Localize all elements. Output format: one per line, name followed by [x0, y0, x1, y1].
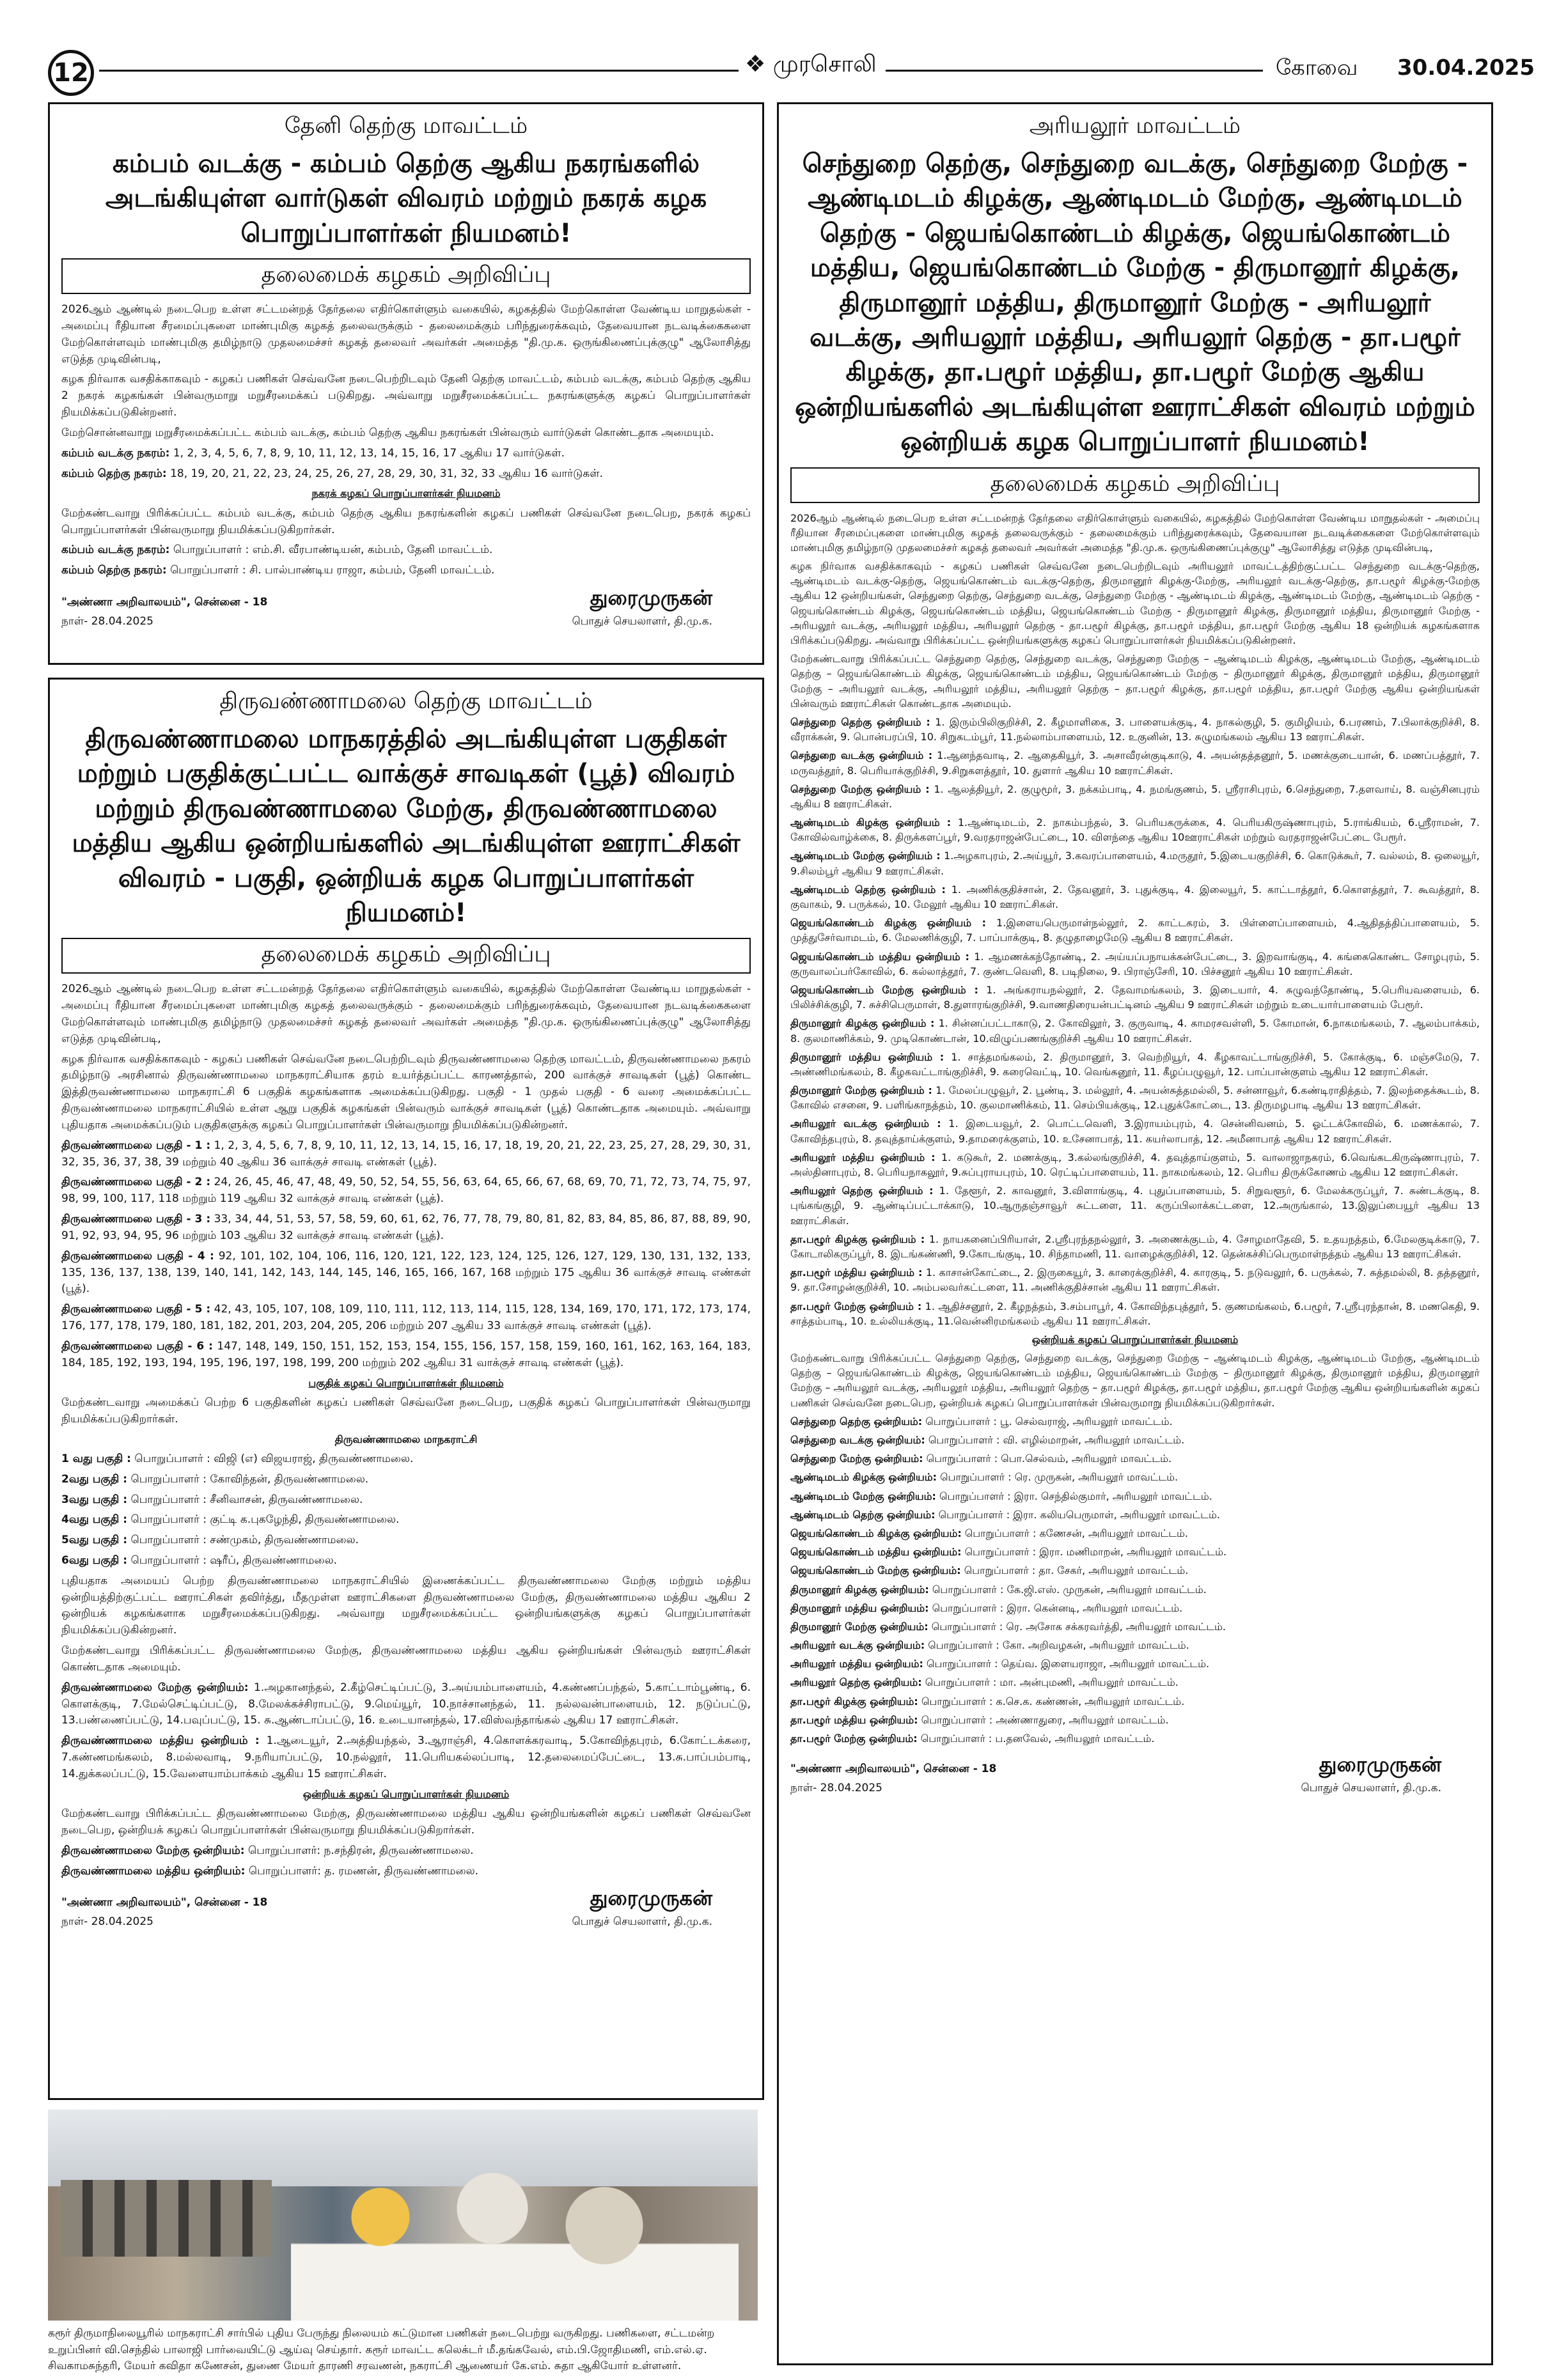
list-item [790, 848, 1480, 878]
item-label: திருவண்ணாமலை மத்திய ஒன்றியம்: [61, 1864, 246, 1878]
paragraph: மேற்கண்டவாறு பிரிக்கப்பட்ட கம்பம் வடக்கு, கம்பம் தெற்கு ஆகிய நகரங்களின் கழகப் பணிகள் செவ்வனே நடைபெற, நகரக் கழகப் பொறுப்பாளர்கள் பின்வருமாறு நியமிக்கப்படுகிறார்கள். [61, 506, 751, 536]
list-item [61, 1733, 751, 1782]
item-label: ஆண்டிமடம் தெற்கு ஒன்றியம் : [790, 883, 946, 896]
item-label: ஜெயங்கொண்டம் மேற்கு ஒன்றியம் : [790, 983, 978, 996]
signature-block [61, 586, 751, 632]
item-text: 1.அழகானந்தல், 2.கீழ்செட்டிப்பட்டு, 3.அய்யம்பாளையம், 4.கண்ணப்பந்தல், 5.காட்டாம்பூண்டி, 6. கொளக்குடி, 7.மேல்செட்டிப்பட்டு, 8.மேலக்கச்சிராபட்டு, 9.மெய்யூர், 10.நாச்சானந்தல், 11. நல்லவன்பாளையம், 12. நடுப்பட்டு, 13.பண்ணைப்பட்டு, 14.பவுப்பட்டு, 15. சு.ஆண்டாப்பட்டு, 16. உடையானந்தல், 17.விஸ்வந்தாங்கல் ஆகிய 17 ஊராட்சிகள். [61, 1681, 751, 1727]
signatory-designation: பொதுச் செயலாளர், தி.மு.க. [572, 615, 712, 628]
item-text: பொறுப்பாளர் : ப.தனவேல், அரியலூர் மாவட்டம். [920, 1732, 1155, 1745]
item-text: பொறுப்பாளர் : க.செ.க. கண்ணன், அரியலூர் மாவட்டம். [921, 1695, 1185, 1707]
list-item [790, 1299, 1480, 1328]
item-label: ஆண்டிமடம் கிழக்கு ஒன்றியம்: [790, 1471, 937, 1484]
item-text: 1. இடையவூர், 2. பொட்டவெளி, 3.இராயம்புரம், 4. சென்னிவனம், 5. ஓட்டக்கோவில், 6. மணக்கால், 7. கோவிந்தபுரம், 8. தவுத்தாய்க்குளம், 9.தாமரைக்குளம், 10. உசேனாபாத், 11. கயர்லாபாத், 12. அமீனாபாத் ஆகிய 12 ஊராட்சிகள். [790, 1117, 1480, 1145]
paragraph: கழக நிர்வாக வசதிக்காகவும் - கழகப் பணிகள் செவ்வனே நடைபெற்றிடவும் தேனி தெற்கு மாவட்டம், கம்பம் வடக்கு, கம்பம் தெற்கு ஆகிய 2 நகரக் கழகங்கள் பின்வருமாறு மறுசீரமைக்கப் படுகிறது. அவ்வாறு மறுசீரமைக்கப்பட்ட நகரங்களுக்கு கழகப் பொறுப்பாளர்கள் நியமிக்கப்படுகின்றனர். [61, 373, 751, 419]
notice-body [61, 302, 751, 579]
item-label: தா.பழூர் மேற்கு ஒன்றியம்: [790, 1732, 918, 1745]
item-label: செந்துறை மேற்கு ஒன்றியம்: [790, 1452, 923, 1465]
item-text: பொறுப்பாளர் : ரெ. முருகன், அரியலூர் மாவட்டம். [940, 1471, 1179, 1484]
list-item [790, 1675, 1480, 1690]
list-item [61, 542, 751, 559]
list-item [790, 1694, 1480, 1709]
item-label: ஜெயங்கொண்டம் மத்திய ஒன்றியம்: [790, 1546, 962, 1559]
item-text: பொறுப்பாளர் : கோவிந்தன், திருவண்ணாமலை. [130, 1472, 369, 1486]
item-text: 1. இரும்பிலிகுறிச்சி, 2. கீழமாளிகை, 3. பாளையக்குடி, 4. நாகல்குழி, 5. குமிழியம், 6.பரணம், 7.பிலாக்குறிச்சி, 8. வீராக்கன், 9. பொன்பரப்பி, 10. சிறுகடம்பூர், 11.நல்லாம்பாளையம், 12. உகுனின், 13. சுழுமங்கலம் ஆகிய 13 ஊராட்சிகள். [790, 715, 1480, 743]
item-label: திருவண்ணாமலை பகுதி - 6 : [61, 1339, 213, 1353]
photo-caption: கரூர் திருமாநிலையூரில் மாநகராட்சி சார்பில் புதிய பேருந்து நிலையம் கட்டுமான பணிகள் நடைபெற்று வருகிறது. பணிகளை, சட்டமன்ற உறுப்பினர் வி.செந்தில் பாலாஜி பார்வையிட்டு ஆய்வு செய்தார். கரூர் மாவட்ட கலெக்டர் மீ.தங்கவேல், எம்.பி.ஜோதிமணி, எம்.எல்.ஏ. சிவகாமசுந்தரி, மேயர் கவிதா கணேசன், துணை மேயர் தாரணி சரவணன், நகராட்சி ஆணையர் கே.எம். சுதா ஆகியோர் உள்ளனர். [48, 2327, 715, 2372]
item-text: பொறுப்பாளர் : வி. எழில்மாறன், அரியலூர் மாவட்டம். [928, 1434, 1185, 1447]
list-item [790, 1544, 1480, 1559]
item-text: பொறுப்பாளர் : குட்டி க.புகழேந்தி, திருவண்ணாமலை. [130, 1513, 400, 1527]
paragraph: மேற்கண்டவாறு பிரிக்கப்பட்ட திருவண்ணாமலை மேற்கு, திருவண்ணாமலை மத்திய ஆகிய ஒன்றியங்களின் கழகப் பணிகள் செவ்வனே நடைபெற, ஒன்றியக் கழகப் பொறுப்பாளர்கள் பின்வருமாறு நியமிக்கப்படுகிறார்கள். [61, 1807, 751, 1837]
list-item [61, 466, 751, 483]
item-label: செந்துறை தெற்கு ஒன்றியம்: [790, 1415, 923, 1427]
signatory-name: துரைமுருகன் [590, 586, 712, 611]
item-label: திருவண்ணாமலை மேற்கு ஒன்றியம்: [61, 1844, 245, 1857]
list-item [790, 882, 1480, 912]
item-label: ஜெயங்கொண்டம் கிழக்கு ஒன்றியம் : [790, 917, 987, 929]
edition-date: 30.04.2025 [1397, 55, 1535, 81]
item-text: பொறுப்பாளர் : எம்.சி. வீரபாண்டியன், கம்பம், தேனி மாவட்டம். [173, 543, 493, 557]
item-text: 1. நாயகனைப்பிரியாள், 2.ஸ்ரீபுரந்தநல்லூர், 3. அணைக்குடம், 4. சோழமாதேவி, 5. உதயநத்தம், 6.மேலகுடிக்காடு, 7. கோடாலிகருப்பூர், 8. இடங்கண்ணி, 9.கோடங்குடி, 10. சிந்தாமணி, 11. வாழைக்குறிச்சி, 12. தென்கச்சிப்பெருமாள்நத்தம் ஆகிய 13 ஊராட்சிகள். [790, 1233, 1480, 1260]
list-item [790, 1116, 1480, 1146]
publish-date: நாள்- 28.04.2025 [61, 1915, 154, 1929]
signature-block [790, 1752, 1480, 1798]
list-item [790, 1414, 1480, 1429]
paragraph: கழக நிர்வாக வசதிக்காகவும் - கழகப் பணிகள் செவ்வனே நடைபெற்றிடவும் அரியலூர் மாவட்டத்திற்குட்பட்ட செந்துறை வடக்கு-தெற்கு, ஆண்டிமடம் வடக்கு-தெற்கு, ஜெயங்கொண்டம் வடக்கு-தெற்கு, திருமானூர் கிழக்கு-மேற்கு, அரியலூர் வடக்கு-தெற்கு, தா.பழூர் கிழக்கு-மேற்கு ஆகிய 12 ஒன்றியங்கள், செந்துறை தெற்கு, செந்துறை வடக்கு, செந்துறை மேற்கு - ஆண்டிமடம் கிழக்கு, ஆண்டிமடம் மேற்கு, ஆண்டிமடம் தெற்கு - ஜெயங்கொண்டம் கிழக்கு, ஜெயங்கொண்டம் மத்திய, ஜெயங்கொண்டம் மேற்கு - திருமானூர் கிழக்கு, திருமானூர் மத்திய, திருமானூர் மேற்கு - அரியலூர் வடக்கு, அரியலூர் மத்திய, அரியலூர் தெற்கு - தா.பழூர் கிழக்கு, தா.பழூர் மத்திய, தா.பழூர் மேற்கு ஆகிய 18 ஒன்றியக் கழகங்களாக பிரிக்கப்படுகிறது. அவ்வாறு பிரிக்கப்பட்ட ஒன்றியங்களுக்கு கழகப் பொறுப்பாளர்கள் நியமிக்கப்படுகின்றனர். [790, 560, 1480, 647]
paragraph: மேற்கண்டவாறு பிரிக்கப்பட்ட திருவண்ணாமலை மேற்கு, திருவண்ணாமலை மத்திய ஆகிய ஒன்றியங்கள் பின்வரும் ஊராட்சிகள் கொண்டதாக அமையும். [61, 1644, 751, 1674]
item-label: அரியலூர் வடக்கு ஒன்றியம்: [790, 1639, 925, 1652]
page-number: 12 [48, 50, 94, 96]
masthead-title: முரசொலி [772, 51, 877, 77]
item-text: 18, 19, 20, 21, 22, 23, 24, 25, 26, 27, 28, 29, 30, 31, 32, 33 ஆகிய 16 வார்டுகள். [170, 467, 603, 480]
list-item [790, 983, 1480, 1012]
list-item [61, 446, 751, 462]
item-label: அரியலூர் மத்திய ஒன்றியம் : [790, 1151, 936, 1163]
signatory-name: துரைமுருகன் [1319, 1752, 1441, 1777]
item-text: பொறுப்பாளர் : ஷரீப், திருவண்ணாமலை. [130, 1553, 338, 1567]
item-label: அரியலூர் தெற்கு ஒன்றியம்: [790, 1676, 922, 1689]
paragraph: புதியதாக அமையப் பெற்ற திருவண்ணாமலை மாநகராட்சியில் இணைக்கப்பட்ட திருவண்ணாமலை மேற்கு மற்றும் மத்திய ஒன்றியத்திற்குட்பட்ட ஊராட்சிகள் தவிர்த்து, மீதமுள்ள ஊராட்சிகளை திருவண்ணாமலை மேற்கு, திருவண்ணாமலை மத்திய ஆகிய 2 ஒன்றியக் கழகங்களாக மறுசீரமைக்கப்படுகிறது. அவ்வாறு மறுசீரமைக்கப்பட்ட ஒன்றியங்களுக்கு கழகப் பொறுப்பாளர்கள் நியமிக்கப்படுகின்றனர். [61, 1574, 751, 1637]
item-text: 1. ஆலத்தியூர், 2. குழுமூர், 3. நக்கம்பாடி, 4. நமங்குணம், 5. ஸ்ரீராசிபுரம், 6.செந்துறை, 7.தளவாய், 8. வஞ்சினபுரம் ஆகிய 8 ஊராட்சிகள். [790, 782, 1480, 810]
item-text: பொறுப்பாளர் : தெய்வ. இளையராஜா, அரியலூர் மாவட்டம். [927, 1658, 1210, 1670]
item-text: பொறுப்பாளர் : தா. சேகர், அரியலூர் மாவட்டம். [964, 1564, 1189, 1577]
list-item [61, 1472, 751, 1488]
notice-tiruvannamalai [48, 678, 764, 2100]
list-item [790, 1489, 1480, 1504]
item-label: தா.பழூர் மத்திய ஒன்றியம்: [790, 1713, 918, 1726]
item-label: திருமானூர் மேற்கு ஒன்றியம் : [790, 1084, 932, 1097]
district-heading: தேனி தெற்கு மாவட்டம் [284, 113, 528, 139]
list-item [790, 1265, 1480, 1295]
item-text: 1. சின்னப்பட்டாகாடு, 2. கோவிலூர், 3. குருவாடி, 4. காமரசவள்ளி, 5. கோமான், 6.நாகமங்கலம், 7. ஆலம்பாக்கம், 8. குலமாணிக்கம், 9. முடிகொண்டான், 10.விழுப்பணங்குறிச்சி ஆகிய 10 ஊராட்சிகள். [790, 1017, 1480, 1045]
list-item [790, 748, 1480, 777]
publisher: "அண்ணா அறிவாலயம்", சென்னை - 18 [61, 1896, 268, 1909]
signatory-name: துரைமுருகன் [590, 1886, 712, 1911]
signatory-designation: பொதுச் செயலாளர், தி.மு.க. [1301, 1782, 1441, 1795]
item-text: பொறுப்பாளர் : பொ.செல்வம், அரியலூர் மாவட்டம். [926, 1452, 1172, 1465]
publisher: "அண்ணா அறிவாலயம்", சென்னை - 18 [61, 596, 268, 609]
district-heading: அரியலூர் மாவட்டம் [1029, 113, 1241, 139]
list-item [790, 1183, 1480, 1228]
item-text: 1. அணிக்குதிச்சான், 2. தேவனூர், 3. புதுக்குடி, 4. இலையூர், 5. காட்டாத்தூர், 6.கொளத்தூர், 7. கூவத்தூர், 8. குவாகம், 9. பருக்கல், 10. மேலூர் ஆகிய 10 ஊராட்சிகள். [790, 883, 1480, 911]
item-label: 2வது பகுதி : [61, 1472, 128, 1486]
item-label: 6வது பகுதி : [61, 1553, 128, 1567]
item-text: 1, 2, 3, 4, 5, 6, 7, 8, 9, 10, 11, 12, 13, 14, 15, 16, 17 ஆகிய 17 வார்டுகள். [173, 446, 565, 460]
item-label: திருவண்ணாமலை பகுதி - 5 : [61, 1303, 211, 1316]
item-label: ஜெயங்கொண்டம் மேற்கு ஒன்றியம்: [790, 1564, 961, 1577]
publish-date: நாள்- 28.04.2025 [790, 1782, 883, 1795]
list-item [61, 1339, 751, 1372]
item-text: பொறுப்பாளர் : சண்முகம், திருவண்ணாமலை. [130, 1534, 359, 1547]
item-text: 1. கடுகூர், 2. மணக்குடி, 3.கல்லங்குறிச்சி, 4. தவுத்தாய்குளம், 5. வாலாஜாநகரம், 6.வெங்கடகிருஷ்ணாபுரம், 7. அஸ்தினாபுரம், 8. பெரியநாகலூர், 9.சுப்புராயபுரம், 10. ரெட்டிப்பாளையம், 11. நாகமங்கலம், 12. பெரிய திருக்கோணம் ஆகிய 12 ஊராட்சிகள். [790, 1151, 1480, 1179]
item-text: பொறுப்பாளர் : ரெ. அசோக சக்கரவர்த்தி, அரியலூர் மாவட்டம். [931, 1620, 1226, 1633]
notice-ariyalur [777, 102, 1493, 2365]
paragraph: 2026ஆம் ஆண்டில் நடைபெற உள்ள சட்டமன்றத் தேர்தலை எதிர்கொள்ளும் வகையில், கழகத்தில் மேற்கொள்ள வேண்டிய மாறுதல்கள் - அமைப்பு ரீதியான சீரமைப்புகளை மாண்புமிகு கழகத் தலைவருக்கும் - தலைமைக்கும் பரிந்துரைக்கவும், தேவையான நடவடிக்கைகளை மேற்கொள்ளவும் மாண்புமிகு தமிழ்நாடு முதலமைச்சர் கழகத் தலைவர் அவர்கள் அமைத்த "தி.மு.க. ஒருங்கிணைப்புக்குழு" ஆலோசித்து எடுத்த முடிவின்படி, [790, 511, 1480, 554]
item-text: 1.ஆடையூர், 2.அத்தியந்தல், 3.ஆராஞ்சி, 4.கொளக்கரவாடி, 5.கோவிந்தபுரம், 6.கோட்டக்கரை, 7.கண்ணமங்கலம், 8.மல்லவாடி, 9.நரியாப்பட்டு, 10.நல்லூர், 11.பெரியகல்லப்பாடி, 12.தலைமைப்பேட்டை, 13.சு.பாப்பம்பாடி, 14.துக்கலப்பட்டு, 15.வேளையாம்பாக்கம் ஆகிய 15 ஊராட்சிகள். [61, 1734, 751, 1780]
publisher: "அண்ணா அறிவாலயம்", சென்னை - 18 [790, 1762, 997, 1776]
item-label: கம்பம் தெற்கு நகரம்: [61, 467, 167, 480]
list-item [61, 1512, 751, 1528]
item-label: ஜெயங்கொண்டம் கிழக்கு ஒன்றியம்: [790, 1527, 962, 1539]
item-text: பொறுப்பாளர் : மா. அன்புமணி, அரியலூர் மாவட்டம். [925, 1676, 1179, 1689]
item-label: திருமானூர் மேற்கு ஒன்றியம்: [790, 1620, 928, 1633]
announcement-heading: தலைமைக் கழகம் அறிவிப்பு [790, 467, 1480, 503]
list-item [790, 1470, 1480, 1484]
item-label: தா.பழூர் கிழக்கு ஒன்றியம்: [790, 1695, 918, 1707]
notice-theni [48, 102, 764, 665]
item-label: கம்பம் தெற்கு நகரம்: [61, 564, 167, 577]
item-text: 1. ஆதிச்சனூர், 2. கீழநத்தம், 3.சம்பாபூர், 4. கோவிந்தபுத்தூர், 5. குணமங்கலம், 6.பழூர், 7.ஸ்ரீபுரந்தான், 8. மணகெதி, 9. சாத்தம்பாடி, 10. உல்லியக்குடி, 11.வென்னிரமங்கலம் ஆகிய 11 ஊராட்சிகள். [790, 1300, 1480, 1327]
item-label: ஆண்டிமடம் கிழக்கு ஒன்றியம் : [790, 816, 952, 829]
item-text: பொறுப்பாளர் : இரா. கென்னடி, அரியலூர் மாவட்டம். [932, 1601, 1183, 1614]
item-label: 4வது பகுதி : [61, 1513, 128, 1527]
list-item [61, 1302, 751, 1335]
item-label: கம்பம் வடக்கு நகரம்: [61, 446, 170, 460]
list-item [790, 782, 1480, 811]
item-text: 1.ஆனந்தவாடி, 2. ஆதைகியூர், 3. அசாவீரன்குடிகாடு, 4. அயன்தத்தனூர், 5. மணக்குடையான், 6. மணப்பத்தூர், 7. மருவத்தூர், 8. பெரியாக்குறிச்சி, 9.சிறுகளத்தூர், 10. துளார் ஆகிய 10 ஊராட்சிகள். [790, 749, 1480, 777]
notice-body [61, 981, 751, 1879]
list-item [61, 1843, 751, 1860]
item-text: 1.அழகாபுரம், 2.அய்யூர், 3.கவரப்பாளையம், 4.மருதூர், 5.இடையகுறிச்சி, 6. கொடுக்கூர், 7. வல்லம், 8. ஒலையூர், 9.சிலம்பூர் ஆகிய 9 ஊராட்சிகள். [790, 850, 1480, 877]
item-label: திருமானூர் மத்திய ஒன்றியம் : [790, 1050, 944, 1063]
item-label: திருவண்ணாமலை பகுதி - 1 : [61, 1139, 211, 1152]
list-item [790, 1083, 1480, 1112]
list-item [790, 1582, 1480, 1597]
item-label: செந்துறை வடக்கு ஒன்றியம்: [790, 1434, 925, 1447]
item-label: செந்துறை தெற்கு ஒன்றியம் : [790, 715, 930, 728]
page-header [48, 50, 1535, 88]
item-text: பொறுப்பாளர்: ந.சந்திரன், திருவண்ணாமலை. [247, 1844, 474, 1857]
list-item [790, 1601, 1480, 1615]
item-label: ஆண்டிமடம் மேற்கு ஒன்றியம் : [790, 850, 941, 862]
list-item [61, 1680, 751, 1729]
item-label: கம்பம் வடக்கு நகரம்: [61, 543, 170, 557]
paragraph: கழக நிர்வாக வசதிக்காகவும் - கழகப் பணிகள் செவ்வனே நடைபெற்றிடவும் திருவண்ணாமலை தெற்கு மாவட்டம், திருவண்ணாமலை நகரம் தமிழ்நாடு அரசினால் திருவண்ணாமலை மாநகராட்சியாக தரம் உயர்த்தப்பட்ட காரணத்தால், 200 வாக்குச் சாவடிகள் (பூத்) கொண்ட இத்திருவண்ணாமலை மாநகராட்சி 6 பகுதிக் கழகங்களாக அமைக்கப்படுகிறது. பகுதி - 1 முதல் பகுதி - 6 வரை அமைக்கப்பட்ட திருவண்ணாமலை மாநகராட்சியில் உள்ள ஆறு பகுதிக் கழகங்கள் பின்வரும் வாக்குச் சாவடிகள் (பூத்) கொண்டதாக அமையும். அவ்வாறு புதியதாக அமைக்கப்படும் பகுதிகளுக்கு கழகப் பொறுப்பாளர்கள் பின்வருமாறு நியமிக்கப்படுகின்றனர். [61, 1052, 751, 1132]
item-text: 24, 26, 45, 46, 47, 48, 49, 50, 52, 54, 55, 56, 63, 64, 65, 66, 67, 68, 69, 70, 71, 72, 73, 74, 75, 97, 98, 99, 100, 117, 118 மற்றும் 119 ஆகிய 32 வாக்குச் சாவடி எண்கள் (பூத்). [61, 1176, 751, 1206]
list-item [790, 1451, 1480, 1466]
district-heading: திருவண்ணாமலை தெற்கு மாவட்டம் [219, 688, 593, 714]
item-text: பொறுப்பாளர் : விஜி (எ) விஜயராஜ், திருவண்ணாமலை. [134, 1452, 414, 1465]
sub-heading: திருவண்ணாமலை மாநகராட்சி [334, 1433, 478, 1445]
list-item [790, 715, 1480, 744]
item-text: 147, 148, 149, 150, 151, 152, 153, 154, 155, 156, 157, 158, 159, 160, 161, 162, 163, 164, 183, 184, 185, 192, 193, 194, 195, 196, 197, 198, 199, 200 மற்றும் 202 ஆகிய 31 வாக்குச் சாவடி எண்கள் (பூத்). [61, 1339, 751, 1369]
item-label: திருமானூர் கிழக்கு ஒன்றியம் : [790, 1017, 935, 1030]
signatory-designation: பொதுச் செயலாளர், தி.மு.க. [572, 1915, 712, 1929]
item-label: செந்துறை மேற்கு ஒன்றியம் : [790, 782, 930, 795]
item-text: பொறுப்பாளர் : சி. பால்பாண்டிய ராஜா, கம்பம், தேனி மாவட்டம். [170, 564, 495, 577]
list-item [61, 563, 751, 579]
item-text: பொறுப்பாளர் : கோ. அறிவழகன், அரியலூர் மாவட்டம். [928, 1639, 1189, 1652]
item-text: 33, 34, 44, 51, 53, 57, 58, 59, 60, 61, 62, 76, 77, 78, 79, 80, 81, 82, 83, 84, 85, 86, 87, 88, 89, 90, 91, 92, 93, 94, 95, 96 மற்றும் 103 ஆகிய 32 வாக்குச் சாவடி எண்கள் (பூத்). [61, 1213, 751, 1242]
item-text: பொறுப்பாளர் : இரா. செந்தில்குமார், அரியலூர் மாவட்டம். [939, 1489, 1212, 1502]
item-label: அரியலூர் தெற்கு ஒன்றியம் : [790, 1185, 934, 1197]
header-rule-right [886, 70, 1263, 72]
list-item [61, 1138, 751, 1171]
item-text: பொறுப்பாளர் : அண்ணாதுரை, அரியலூர் மாவட்டம். [921, 1713, 1169, 1726]
item-text: 1.இளையபெருமாள்நல்லூர், 2. காட்டகரம், 3. பிள்ளைப்பாளையம், 4.ஆதிதத்திப்பாளையம், 5. முத்துசேர்வாமடம், 6. மேலணிக்குழி, 7. பாப்பாக்குடி, 8. தழுதாழைமேடு ஆகிய 8 ஊராட்சிகள். [790, 917, 1480, 944]
item-text: பொறுப்பாளர் : இரா. கலியபெருமாள், அரியலூர் மாவட்டம். [938, 1508, 1220, 1521]
announcement-heading: தலைமைக் கழகம் அறிவிப்பு [61, 938, 751, 974]
item-label: அரியலூர் வடக்கு ஒன்றியம் : [790, 1117, 941, 1130]
item-text: பொறுப்பாளர் : பூ. செல்வராஜ், அரியலூர் மாவட்டம். [925, 1415, 1173, 1427]
announcement-heading: தலைமைக் கழகம் அறிவிப்பு [61, 258, 751, 294]
notice-title: கம்பம் வடக்கு - கம்பம் தெற்கு ஆகிய நகரங்களில் அடங்கியுள்ள வார்டுகள் விவரம் மற்றும் நகரக் கழக பொறுப்பாளர்கள் நியமனம்! [105, 149, 707, 248]
list-item [61, 1451, 751, 1468]
item-text: 1. தேளூர், 2. காவனூர், 3.விளாங்குடி, 4. புதுப்பாளையம், 5. சிறுவளூர், 6. மேலக்கருப்பூர், 7. சுண்டக்குடி, 8. புங்கங்குழி, 9. ஆண்டிப்பட்டாக்காடு, 10.ஆருதஞ்சாவூர் சுட்டளை, 11. கருப்பிலாக்கட்டளை, 12.அருங்கால், 13.இலுப்பையூர் ஆகிய 13 ஊராட்சிகள். [790, 1185, 1480, 1227]
item-label: திருவண்ணாமலை பகுதி - 4 : [61, 1249, 214, 1263]
item-label: ஜெயங்கொண்டம் மத்திய ஒன்றியம் : [790, 950, 969, 963]
item-label: தா.பழூர் கிழக்கு ஒன்றியம் : [790, 1233, 925, 1245]
list-item [790, 815, 1480, 844]
list-item [790, 1656, 1480, 1671]
list-item [790, 1507, 1480, 1522]
item-label: ஆண்டிமடம் மேற்கு ஒன்றியம்: [790, 1489, 936, 1502]
list-item [790, 1433, 1480, 1447]
list-item [790, 1731, 1480, 1746]
paragraph: 2026ஆம் ஆண்டில் நடைபெற உள்ள சட்டமன்றத் தேர்தலை எதிர்கொள்ளும் வகையில், கழகத்தில் மேற்கொள்ள வேண்டிய மாறுதல்கள் - அமைப்பு ரீதியான சீரமைப்புகளை மாண்புமிகு கழகத் தலைவருக்கும் - தலைமைக்கும் பரிந்துரைக்கவும், தேவையான நடவடிக்கைகளை மேற்கொள்ளவும் மாண்புமிகு தமிழ்நாடு முதலமைச்சர் கழகத் தலைவர் அவர்கள் அமைத்த "தி.மு.க. ஒருங்கிணைப்புக்குழு" ஆலோசித்து எடுத்த முடிவின்படி, [61, 303, 751, 366]
item-text: பொறுப்பாளர் : இரா. மணிமாறன், அரியலூர் மாவட்டம். [964, 1546, 1227, 1559]
list-item [790, 1563, 1480, 1578]
paragraph: மேற்கண்டவாறு பிரிக்கப்பட்ட செந்துறை தெற்கு, செந்துறை வடக்கு, செந்துறை மேற்கு – ஆண்டிமடம் கிழக்கு, ஆண்டிமடம் மேற்கு, ஆண்டிமடம் தெற்கு – ஜெயங்கொண்டம் கிழக்கு, ஜெயங்கொண்டம் மத்திய, ஜெயங்கொண்டம் மேற்கு – திருமானூர் கிழக்கு, திருமானூர் மத்திய, திருமானூர் மேற்கு – அரியலூர் வடக்கு, அரியலூர் மத்திய, அரியலூர் தெற்கு – தா.பழூர் கிழக்கு, தா.பழூர் மத்திய, தா.பழூர் மேற்கு ஆகிய ஒன்றியங்கள் பின்வரும் ஊராட்சிகள் கொண்டதாக அமையும். [790, 653, 1480, 710]
item-label: திருமானூர் மத்திய ஒன்றியம்: [790, 1601, 929, 1614]
item-text: பொறுப்பாளர் : சீனிவாசன், திருவண்ணாமலை. [130, 1493, 363, 1506]
list-item [61, 1248, 751, 1298]
paragraph: 2026ஆம் ஆண்டில் நடைபெற உள்ள சட்டமன்றத் தேர்தலை எதிர்கொள்ளும் வகையில், கழகத்தில் மேற்கொள்ள வேண்டிய மாறுதல்கள் - அமைப்பு ரீதியான சீரமைப்புகளை மாண்புமிகு கழகத் தலைவருக்கும் - தலைமைக்கும் பரிந்துரைக்கவும், தேவையான நடவடிக்கைகளை மேற்கொள்ளவும் மாண்புமிகு தமிழ்நாடு முதலமைச்சர் கழகத் தலைவர் அவர்கள் அமைத்த "தி.மு.க. ஒருங்கிணைப்புக்குழு" ஆலோசித்து எடுத்த முடிவின்படி, [61, 983, 751, 1045]
item-label: அரியலூர் மத்திய ஒன்றியம்: [790, 1658, 923, 1670]
header-rule-left [99, 70, 739, 72]
item-label: திருவண்ணாமலை பகுதி - 3 : [61, 1213, 211, 1226]
sub-heading: ஒன்றியக் கழகப் பொறுப்பாளர்கள் நியமனம் [302, 1787, 510, 1800]
sub-heading: ஒன்றியக் கழகப் பொறுப்பாளர்கள் நியமனம் [1031, 1333, 1239, 1346]
item-text: பொறுப்பாளர் : கே.ஜி.எஸ். முருகன், அரியலூர் மாவட்டம். [932, 1583, 1207, 1596]
item-text: 1. மேலப்பழுவூர், 2. பூண்டி, 3. மல்லூர், 4. அயன்சுத்தமல்லி, 5. சன்னாவூர், 6.கண்டிராதித்தம், 7. இலந்தைக்கூடம், 8. கோவில் எசனை, 9. பளிங்காநத்தம், 10. குலமாணிக்கம், 11. செம்பியக்குடி, 12.புதுக்கோட்டை, 13. திருமழபாடி ஆகிய 13 ஊராட்சிகள். [790, 1084, 1480, 1112]
list-item [61, 1174, 751, 1208]
sub-heading: பகுதிக் கழகப் பொறுப்பாளர்கள் நியமனம் [308, 1376, 504, 1389]
notice-title: செந்துறை தெற்கு, செந்துறை வடக்கு, செந்துறை மேற்கு - ஆண்டிமடம் கிழக்கு, ஆண்டிமடம் மேற்கு, ஆண்டிமடம் தெற்கு - ஜெயங்கொண்டம் கிழக்கு, ஜெயங்கொண்டம் மத்திய, ஜெயங்கொண்டம் மேற்கு - திருமானூர் கிழக்கு, திருமானூர் மத்திய, திருமானூர் மேற்கு - அரியலூர் வடக்கு, அரியலூர் மத்திய, அரியலூர் தெற்கு - தா.பழூர் கிழக்கு, தா.பழூர் மத்திய, தா.பழூர் மேற்கு ஆகிய ஒன்றியங்களில் அடங்கியுள்ள ஊராட்சிகள் விவரம் மற்றும் ஒன்றியக் கழக பொறுப்பாளர் நியமனம்! [795, 149, 1475, 457]
item-label: திருவண்ணாமலை பகுதி - 2 : [61, 1176, 211, 1189]
list-item [790, 1638, 1480, 1653]
item-label: திருமானூர் கிழக்கு ஒன்றியம்: [790, 1583, 929, 1596]
item-label: தா.பழூர் மத்திய ஒன்றியம் : [790, 1266, 923, 1279]
sub-heading: நகரக் கழகப் பொறுப்பாளர்கள் நியமனம் [311, 487, 501, 500]
notice-body [790, 511, 1480, 1746]
item-label: திருவண்ணாமலை மேற்கு ஒன்றியம்: [61, 1681, 249, 1694]
list-item [790, 1050, 1480, 1079]
photo-officials-group [291, 2148, 739, 2321]
item-text: 1.ஆண்டிமடம், 2. நாகம்பந்தல், 3. பெரியகருக்கை, 4. பெரியகிருஷ்ணாபுரம், 5.ராங்கியம், 6.ஸ்ரீராமன், 7. கோவில்வாழ்க்கை, 8. திருக்களப்பூர், 9.வரதராஜன்பேட்டை, 10. விளந்தை ஆகிய 10ஊராட்சிகள் மற்றும் வரதராஜன்பேட்டை பேரூர். [790, 816, 1480, 844]
edition-city: கோவை [1276, 55, 1358, 81]
item-label: செந்துறை வடக்கு ஒன்றியம் : [790, 749, 933, 762]
list-item [790, 949, 1480, 979]
list-item [61, 1492, 751, 1509]
item-text: பொறுப்பாளர்: த. ரமணன், திருவண்ணாமலை. [248, 1864, 479, 1878]
paragraph: மேற்கண்டவாறு பிரிக்கப்பட்ட செந்துறை தெற்கு, செந்துறை வடக்கு, செந்துறை மேற்கு – ஆண்டிமடம் கிழக்கு, ஆண்டிமடம் மேற்கு, ஆண்டிமடம் தெற்கு – ஜெயங்கொண்டம் கிழக்கு, ஜெயங்கொண்டம் மத்திய, ஜெயங்கொண்டம் மேற்கு – திருமானூர் கிழக்கு, திருமானூர் மத்திய, திருமானூர் மேற்கு – அரியலூர் வடக்கு, அரியலூர் மத்திய, அரியலூர் தெற்கு – தா.பழூர் கிழக்கு, தா.பழூர் மத்திய, தா.பழூர் மேற்கு ஆகிய ஒன்றியங்களின் கழகப் பணிகள் செவ்வனே நடைபெற, ஒன்றியக் கழகப் பொறுப்பாளர்கள் பின்வருமாறு நியமிக்கப்படுகிறார்கள். [790, 1352, 1480, 1409]
notice-title: திருவண்ணாமலை மாநகரத்தில் அடங்கியுள்ள பகுதிகள் மற்றும் பகுதிக்குட்பட்ட வாக்குச் சாவடிகள் (பூத்) விவரம் மற்றும் திருவண்ணாமலை மேற்கு, திருவண்ணாமலை மத்திய ஆகிய ஒன்றியங்களில் அடங்கியுள்ள ஊராட்சிகள் விவரம் - பகுதி, ஒன்றியக் கழக பொறுப்பாளர்கள் நியமனம்! [72, 724, 740, 928]
masthead-emblem-icon: ❖ [745, 51, 766, 77]
list-item [790, 1016, 1480, 1045]
item-label: 5வது பகுதி : [61, 1534, 128, 1547]
list-item [61, 1211, 751, 1245]
item-text: 1, 2, 3, 4, 5, 6, 7, 8, 9, 10, 11, 12, 13, 14, 15, 16, 17, 18, 19, 20, 21, 22, 23, 25, 27, 28, 29, 30, 31, 32, 35, 36, 37, 38, 39 மற்றும் 40 ஆகிய 36 வாக்குச் சாவடி எண்கள் (பூத்). [61, 1139, 751, 1169]
item-text: 1. காசான்கோட்டை, 2. இருகையூர், 3. காரைக்குறிச்சி, 4. காரகுடி, 5. நடுவலூர், 6. பருக்கல், 7. சுத்தமல்லி, 8. தத்தனூர், 9. தா.சோழன்குறிச்சி, 10. அம்பலவர்கட்டளை, 11. அணிக்குதிச்சான் ஆகிய 11 ஊராட்சிகள். [790, 1266, 1480, 1294]
item-label: ஆண்டிமடம் தெற்கு ஒன்றியம்: [790, 1508, 936, 1521]
item-label: தா.பழூர் மேற்கு ஒன்றியம் : [790, 1300, 922, 1312]
list-item [790, 915, 1480, 945]
item-label: 1 வது பகுதி : [61, 1452, 131, 1465]
item-text: 92, 101, 102, 104, 106, 116, 120, 121, 122, 123, 124, 125, 126, 127, 129, 130, 131, 132, 133, 135, 136, 137, 138, 139, 140, 141, 142, 143, 144, 145, 146, 165, 166, 167, 168 மற்றும் 175 ஆகிய 36 வாக்குச் சாவடி எண்கள் (பூத்). [61, 1249, 751, 1296]
list-item [790, 1619, 1480, 1634]
paragraph: மேற்சொன்னவாறு மறுசீரமைக்கப்பட்ட கம்பம் வடக்கு, கம்பம் தெற்கு ஆகிய நகரங்கள் பின்வரும் வார்டுகள் கொண்டதாக அமையும். [61, 426, 714, 439]
item-text: 1. சாத்தமங்கலம், 2. திருமானூர், 3. வெற்றியூர், 4. கீழகாவட்டாங்குறிச்சி, 5. கோக்குடி, 6. மஞ்சமேடு, 7. அண்ணிமங்கலம், 8. கீழகவட்டாங்குறிச்சி, 9. கரைவெட்டி, 10. வெங்கனூர், 11. கீழப்பழுவூர், 12. பாப்பான்குளம் ஆகிய 12 ஊராட்சிகள். [790, 1050, 1480, 1078]
list-item [61, 1553, 751, 1569]
photo-bus-stand-structure [61, 2180, 272, 2257]
list-item [61, 1532, 751, 1549]
publish-date: நாள்- 28.04.2025 [61, 615, 154, 628]
item-text: 1. ஆமணக்கந்தோண்டி, 2. அய்யப்பநாயக்கன்பேட்டை, 3. இறவாங்குடி, 4. கங்கைகொண்ட சோழபுரம், 5. குருவாலப்பர்கோவில், 6. கல்லாத்தூர், 7. குண்டவெளி, 8. படிநிலை, 9. பிராஞ்சேரி, 10. பிச்சனூர் ஆகிய 10 ஊராட்சிகள். [790, 950, 1480, 977]
list-item [790, 1526, 1480, 1541]
item-label: 3வது பகுதி : [61, 1493, 128, 1506]
signature-block [61, 1886, 751, 1932]
list-item [790, 1232, 1480, 1261]
list-item [790, 1150, 1480, 1179]
item-text: 1. அங்கராயநல்லூர், 2. தேவாமங்கலம், 3. இடையார், 4. சுழுவந்தோண்டி, 5.பெரியவளையம், 6. பிலிச்சிக்குழி, 7. சுச்சிபெருமாள், 8.துளாரங்குறிச்சி, 9.வாணதிரையன்பட்டினம் ஆகிய 9 ஊராட்சிகள் மற்றும் உடையார்பாளையம் பேரூர். [790, 983, 1480, 1011]
item-label: திருவண்ணாமலை மத்திய ஒன்றியம் : [61, 1734, 260, 1748]
paragraph: மேற்கண்டவாறு அமைக்கப் பெற்ற 6 பகுதிகளின் கழகப் பணிகள் செவ்வனே நடைபெற, பகுதிக் கழகப் பொறுப்பாளர்கள் பின்வருமாறு நியமிக்கப்படுகிறார்கள். [61, 1396, 751, 1426]
list-item [61, 1863, 751, 1880]
list-item [790, 1713, 1480, 1727]
masthead [745, 51, 877, 81]
item-text: பொறுப்பாளர் : கணேசன், அரியலூர் மாவட்டம். [964, 1527, 1188, 1539]
news-photo [48, 2110, 758, 2321]
item-text: 42, 43, 105, 107, 108, 109, 110, 111, 112, 113, 114, 115, 128, 134, 169, 170, 171, 172, 173, 174, 176, 177, 178, 179, 180, 181, 182, 201, 203, 204, 205, 206 மற்றும் 207 ஆகிய 33 வாக்குச் சாவடி எண்கள் (பூத்). [61, 1303, 751, 1333]
